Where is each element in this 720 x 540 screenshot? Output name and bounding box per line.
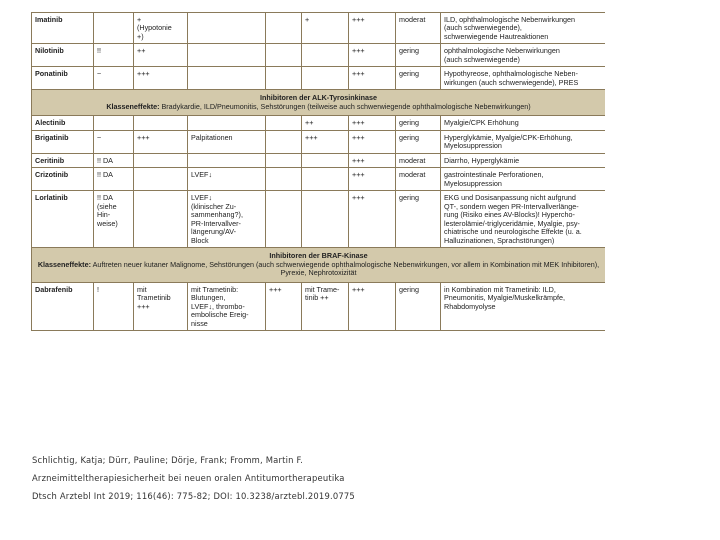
cell-col-5 (266, 130, 302, 153)
group-header-row (32, 90, 606, 116)
cell-col-7: +++ (349, 153, 396, 167)
cell-col-5 (266, 153, 302, 167)
cell-col-5 (266, 67, 302, 90)
table-row (32, 67, 606, 90)
cell-col-5: +++ (266, 282, 302, 330)
cell-col-7: +++ (349, 282, 396, 330)
cell-other-adverse-effects: gastrointestinale Perforationen, Myelosuppression (441, 168, 606, 191)
cell-col-7: +++ (349, 67, 396, 90)
group-header-row (32, 248, 606, 282)
cell-hypotension: mit Trametinib +++ (134, 282, 188, 330)
cell-severity: gering (396, 130, 441, 153)
cell-drug-name: Lorlatinib (32, 191, 94, 248)
cell-cardiac-effects: Palpitationen (188, 130, 266, 153)
cell-col-7: +++ (349, 191, 396, 248)
cell-col-7: +++ (349, 44, 396, 67)
drug-safety-table-excerpt (31, 12, 605, 414)
cell-severity: gering (396, 67, 441, 90)
table-row (32, 13, 606, 44)
cell-col-6: mit Trame- tinib ++ (302, 282, 349, 330)
table-row (32, 44, 606, 67)
cell-other-adverse-effects: Diarrho, Hyperglykämie (441, 153, 606, 167)
citation-title: Arzneimitteltherapiesicherheit bei neuen oralen Antitumortherapeutika (32, 473, 345, 483)
table-row (32, 153, 606, 167)
cell-cardiac-effects (188, 44, 266, 67)
cell-interaction-note: ! (94, 282, 134, 330)
table-row (32, 168, 606, 191)
cell-severity: moderat (396, 13, 441, 44)
cell-col-7: +++ (349, 13, 396, 44)
cell-col-6 (302, 153, 349, 167)
cell-hypotension: +++ (134, 67, 188, 90)
cell-interaction-note: ~ (94, 130, 134, 153)
cell-drug-name: Dabrafenib (32, 282, 94, 330)
cell-col-7: +++ (349, 116, 396, 130)
cell-hypotension (134, 153, 188, 167)
cell-cardiac-effects (188, 116, 266, 130)
cell-hypotension (134, 116, 188, 130)
class-effects-label: Klasseneffekte: (106, 101, 160, 111)
cell-cardiac-effects (188, 67, 266, 90)
group-title: Inhibitoren der BRAF-Kinase (269, 251, 368, 261)
cell-severity: gering (396, 191, 441, 248)
group-header-cell (32, 90, 606, 116)
cell-other-adverse-effects: EKG und Dosisanpassung nicht aufgrund QT-, sondern wegen PR-Intervallverlänge- rung (Risiko eines AV-Blocks)! Hypercho- lesterolämie/-triglyceridämie, Myalgie, psy- chiatrische und neurologische Effekte (u. a. Halluzinationen, Sprachstörungen) (441, 191, 606, 248)
cell-drug-name: Imatinib (32, 13, 94, 44)
table-row (32, 282, 606, 330)
class-effects-text (35, 261, 602, 278)
cell-cardiac-effects: LVEF↓ (188, 168, 266, 191)
cell-cardiac-effects (188, 153, 266, 167)
cell-other-adverse-effects: Hypothyreose, ophthalmologische Neben- wirkungen (auch schwerwiegende), PRES (441, 67, 606, 90)
cell-hypotension (134, 168, 188, 191)
table-row (32, 130, 606, 153)
class-effects-description: Auftreten neuer kutaner Malignome, Sehstörungen (auch schwerwiegende ophthalmologische Nebenwirkungen, vor allem in Kombination mit MEK Inhibitoren), Pyrexie, Nephrotoxizität (90, 259, 600, 278)
cell-col-5 (266, 13, 302, 44)
class-effects-label: Klasseneffekte: (37, 259, 91, 269)
cell-col-6 (302, 67, 349, 90)
group-title: Inhibitoren der ALK-Tyrosinkinase (259, 93, 377, 103)
cell-hypotension: + (Hypotonie +) (134, 13, 188, 44)
cell-drug-name: Ponatinib (32, 67, 94, 90)
cell-col-5 (266, 168, 302, 191)
cell-cardiac-effects (188, 13, 266, 44)
cell-other-adverse-effects: Myalgie/CPK Erhöhung (441, 116, 606, 130)
table-row (32, 116, 606, 130)
cell-col-5 (266, 44, 302, 67)
cell-col-7: +++ (349, 168, 396, 191)
cell-cardiac-effects: mit Trametinib: Blutungen, LVEF↓, thrombo- embolische Ereig- nisse (188, 282, 266, 330)
cell-col-6: ++ (302, 116, 349, 130)
citation-reference: Dtsch Arztebl Int 2019; 116(46): 775-82; DOI: 10.3238/arztebl.2019.0775 (32, 491, 355, 501)
cell-interaction-note: !! (94, 44, 134, 67)
cell-other-adverse-effects: ophthalmologische Nebenwirkungen (auch schwerwiegende) (441, 44, 606, 67)
cell-interaction-note: !! DA (siehe Hin- weise) (94, 191, 134, 248)
citation-authors: Schlichtig, Katja; Dürr, Pauline; Dörje, Frank; Fromm, Martin F. (32, 455, 304, 465)
cell-hypotension: ++ (134, 44, 188, 67)
cell-severity: gering (396, 282, 441, 330)
cell-severity: moderat (396, 153, 441, 167)
cell-drug-name: Ceritinib (32, 153, 94, 167)
cell-col-6 (302, 168, 349, 191)
cell-hypotension (134, 191, 188, 248)
cell-drug-name: Brigatinib (32, 130, 94, 153)
cell-other-adverse-effects: in Kombination mit Trametinib: ILD, Pneumonitis, Myalgie/Muskelkrämpfe, Rhabdomyolyse (441, 282, 606, 330)
cell-drug-name: Alectinib (32, 116, 94, 130)
cell-col-6 (302, 191, 349, 248)
table-row (32, 191, 606, 248)
drug-table (31, 12, 605, 331)
cell-hypotension: +++ (134, 130, 188, 153)
cell-interaction-note: !! DA (94, 153, 134, 167)
cell-cardiac-effects: LVEF↓ (klinischer Zu- sammenhang?), PR-Intervallver- längerung/AV- Block (188, 191, 266, 248)
cell-severity: moderat (396, 168, 441, 191)
cell-interaction-note (94, 13, 134, 44)
cell-col-5 (266, 191, 302, 248)
class-effects-description: Bradykardie, ILD/Pneumonitis, Sehstörungen (teilweise auch schwerwiegende ophthalmologische Nebenwirkungen) (159, 101, 531, 111)
cell-interaction-note: ~ (94, 67, 134, 90)
cell-col-6 (302, 44, 349, 67)
cell-severity: gering (396, 44, 441, 67)
class-effects-text (35, 103, 602, 111)
cell-col-6: + (302, 13, 349, 44)
cell-col-7: +++ (349, 130, 396, 153)
cell-col-5 (266, 116, 302, 130)
cell-drug-name: Nilotinib (32, 44, 94, 67)
cell-severity: gering (396, 116, 441, 130)
cell-interaction-note: !! DA (94, 168, 134, 191)
cell-col-6: +++ (302, 130, 349, 153)
cell-drug-name: Crizotinib (32, 168, 94, 191)
group-header-cell (32, 248, 606, 282)
cell-other-adverse-effects: Hyperglykämie, Myalgie/CPK-Erhöhung, Myelosuppression (441, 130, 606, 153)
cell-other-adverse-effects: ILD, ophthalmologische Nebenwirkungen (auch schwerwiegende), schwerwiegende Hautreaktionen (441, 13, 606, 44)
cell-interaction-note (94, 116, 134, 130)
